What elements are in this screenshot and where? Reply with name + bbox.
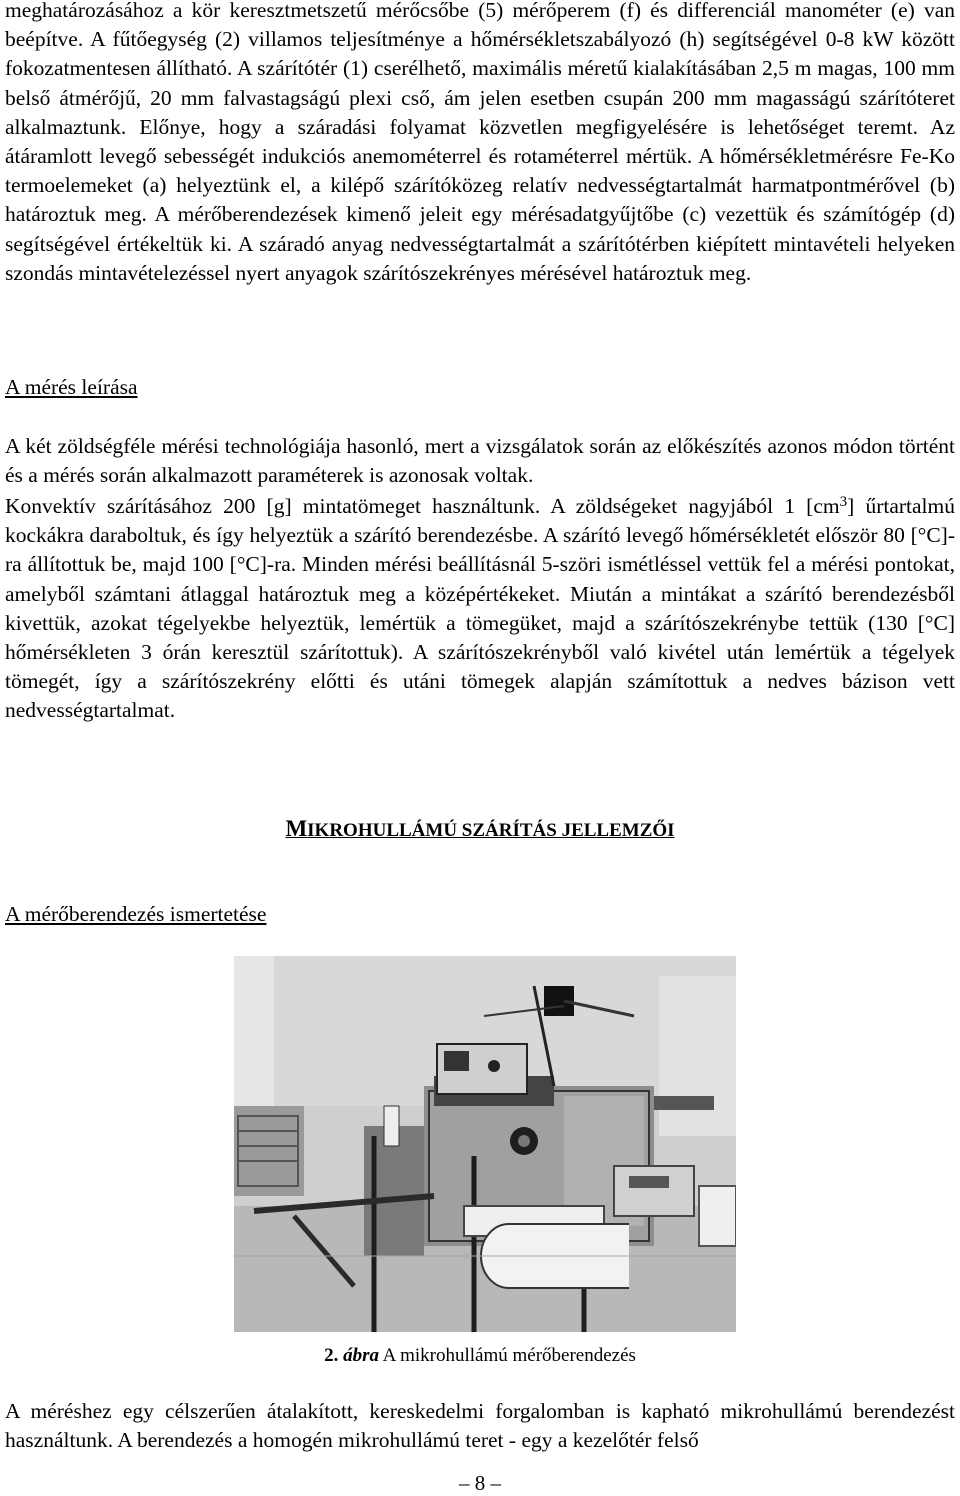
apparatus-photo <box>234 956 736 1332</box>
section-title-initial: M <box>285 816 308 841</box>
method-paragraph-2 <box>5 492 955 726</box>
figure-caption <box>5 1342 955 1370</box>
method-paragraph-2-part-a: Konvektív szárításához 200 [g] mintatömeget használtunk. A zöldségeket nagyjából 1 [cm <box>5 494 840 518</box>
method-paragraph-2-part-b: ] űrtartalmú kockákra daraboltuk, és így helyeztük a szárító berendezésbe. A szárító levegő hőmérsékletét először 80 [°C]-ra állítottuk be, majd 100 [°C]-ra. Minden mérési beállításnál 5-szöri ismétléssel vettük fel a mérési pontokat, amelyből számtani átlaggal határoztuk meg a középértékeket. Miután a mintákat a szárító berendezésből kivettük, azokat tégelyekbe helyeztük, lemértük a tömegüket, majd a szárítószekrénybe tettük (130 [°C] hőmérsékleten 3 órán keresztül szárítottuk). A szárítószekrényből való kivétel után lemértük a tégelyek tömegét, így a szárítószekrény előtti és utáni tömegek alapján számítottuk a nedves bázison vett nedvességtartalmat. <box>5 494 955 723</box>
apparatus-heading: A mérőberendezés ismertetése <box>5 902 267 926</box>
measurement-description-heading: A mérés leírása <box>5 375 138 399</box>
section-title <box>5 815 955 845</box>
section-title-rest: IKROHULLÁMÚ SZÁRÍTÁS JELLEMZŐI <box>307 820 675 841</box>
superscript-three: 3 <box>839 494 848 510</box>
figure-label: ábra <box>343 1345 379 1366</box>
figure-number: 2. <box>324 1345 339 1366</box>
method-paragraph-1: A két zöldségféle mérési technológiája hasonló, mert a vizsgálatok során az előkészítés azonos módon történt és a mérés során alkalmazott paraméterek is azonosak voltak. <box>5 434 955 488</box>
figure-caption-text: A mikrohullámú mérőberendezés <box>378 1345 636 1366</box>
microwave-paragraph: A méréshez egy célszerűen átalakított, kereskedelmi forgalomban is kapható mikrohullámú berendezést használtunk. A berendezés a homogén mikrohullámú teret - egy a kezelőtér felső <box>5 1399 955 1453</box>
page-number: – 8 – <box>459 1471 501 1495</box>
intro-paragraph: meghatározásához a kör keresztmetszetű mérőcsőbe (5) mérőperem (f) és differenciál manométer (e) van beépítve. A fűtőegység (2) villamos teljesítménye a hőmérsékletszabályozó (h) segítségével 0-8 kW között fokozatmentesen állítható. A szárítótér (1) cserélhető, maximális méretű kialakításában 2,5 m magas, 100 mm belső átmérőjű, 20 mm falvastagságú plexi cső, ám jelen esetben csupán 200 mm magasságú szárítóteret alkalmaztunk. Előnye, hogy a száradási folyamat közvetlen megfigyelésére is lehetőséget teremt. Az átáramlott levegő sebességét indukciós anemométerrel és rotaméterrel mértük. A hőmérsékletmérésre Fe-Ko termoelemeket (a) helyeztünk el, a kilépő szárítóközeg relatív nedvességtartalmát harmatpontmérővel (b) határoztuk meg. A mérőberendezések kimenő jeleit egy mérésadatgyűjtőbe (c) vezettük és számítógép (d) segítségével értékeltük ki. A száradó anyag nedvességtartalmát a szárítótérben kiépített mintavételi helyeken szondás mintavételezéssel nyert anyagok szárítószekrényes mérésével határoztuk meg. <box>5 0 955 285</box>
